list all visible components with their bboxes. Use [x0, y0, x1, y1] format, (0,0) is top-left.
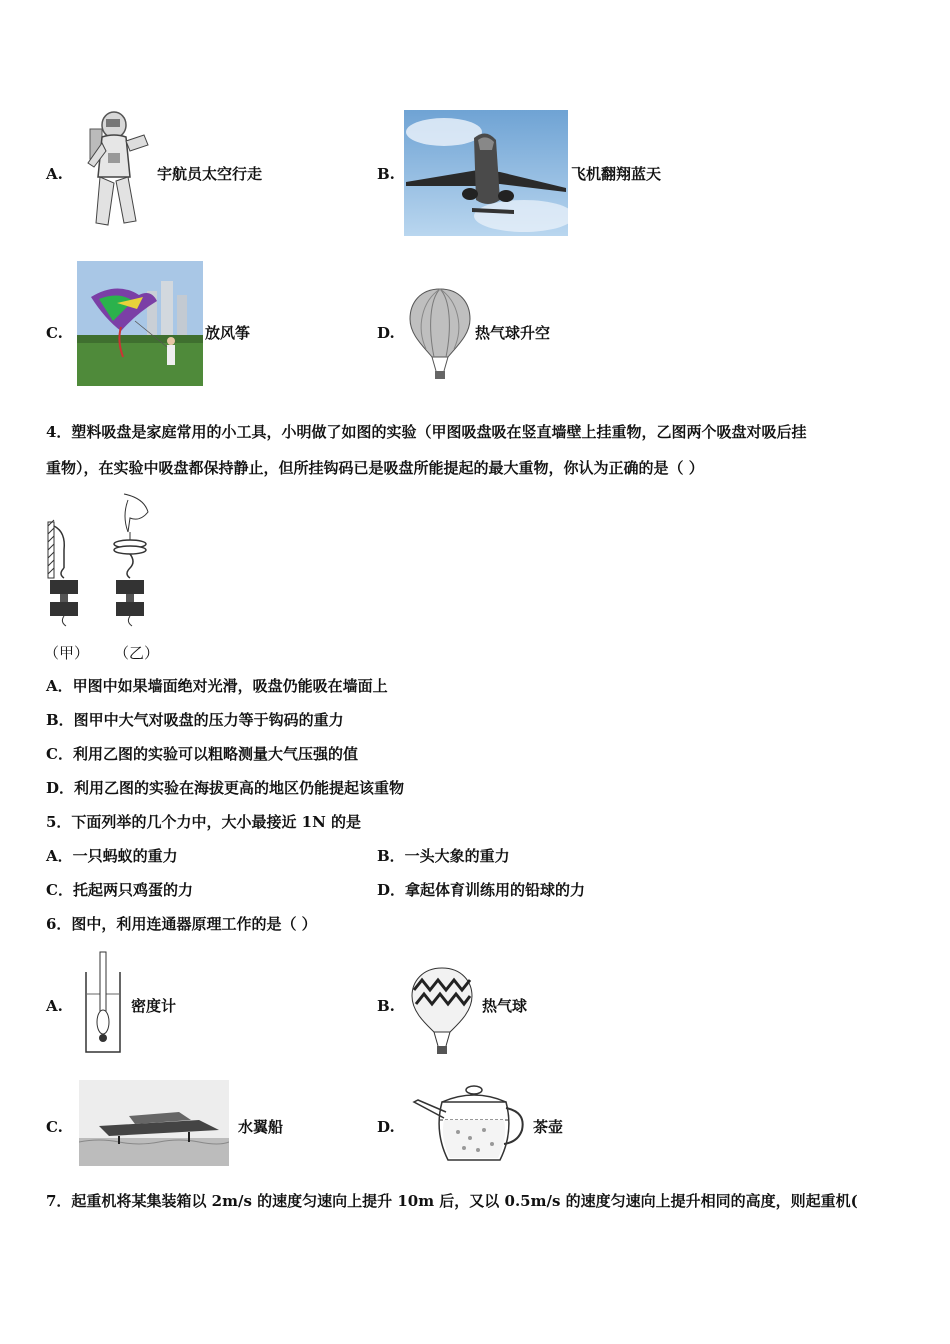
option-text: 茶壶	[533, 1118, 564, 1136]
option-text: 水翼船	[238, 1118, 284, 1136]
kite-image	[77, 261, 203, 386]
q4-option-c: C．利用乙图的实验可以粗略测量大气压强的值	[46, 745, 358, 763]
q5-stem: 5．下面列举的几个力中，大小最接近 1N 的是	[46, 813, 362, 831]
hydrometer-image	[82, 950, 124, 1056]
q5-option-c: C．托起两只鸡蛋的力	[46, 881, 193, 899]
option-letter: C.	[46, 1118, 63, 1136]
option-text: 宇航员太空行走	[157, 165, 263, 183]
option-letter: D.	[377, 1118, 395, 1136]
q4-stem-line2: 重物），在实验中吸盘都保持静止，但所挂钩码已是吸盘所能提起的最大重物，你认为正确的是（ ）	[46, 459, 704, 477]
hydrofoil-boat-image	[79, 1080, 229, 1166]
q5-option-a: A．一只蚂蚁的重力	[46, 847, 178, 865]
q5-option-b: B．一头大象的重力	[377, 847, 510, 865]
option-text: 热气球升空	[475, 324, 551, 342]
q6-stem: 6．图中，利用连通器原理工作的是（ ）	[46, 915, 317, 933]
q4-stem-line1: 4．塑料吸盘是家庭常用的小工具，小明做了如图的实验（甲图吸盘吸在竖直墙壁上挂重物，乙图两个吸盘对吸后挂	[46, 423, 807, 441]
hot-air-balloon-image	[410, 966, 474, 1056]
q4-option-a: A．甲图中如果墙面绝对光滑，吸盘仍能吸在墙面上	[46, 677, 388, 695]
option-letter: C.	[46, 324, 63, 342]
hot-air-balloon-image	[408, 287, 472, 381]
suction-cup-figure	[44, 492, 174, 632]
q4-option-d: D．利用乙图的实验在海拔更高的地区仍能提起该重物	[46, 779, 405, 797]
option-letter: B.	[377, 997, 395, 1015]
option-text: 热气球	[482, 997, 528, 1015]
teapot-image	[408, 1082, 528, 1166]
option-letter: D.	[377, 324, 395, 342]
q4-option-b: B．图甲中大气对吸盘的压力等于钩码的重力	[46, 711, 344, 729]
option-text: 密度计	[131, 997, 177, 1015]
option-letter: A.	[46, 165, 63, 183]
option-letter: A.	[46, 997, 63, 1015]
q5-option-d: D．拿起体育训练用的铅球的力	[377, 881, 586, 899]
figure-label-jia: （甲）	[44, 644, 90, 662]
figure-label-yi: （乙）	[114, 644, 160, 662]
q7-stem: 7．起重机将某集装箱以 2m/s 的速度匀速向上提升 10m 后，又以 0.5m/s 的速度匀速向上提升相同的高度，则起重机(	[46, 1192, 858, 1210]
option-text: 飞机翻翔蓝天	[571, 165, 662, 183]
airplane-image	[404, 110, 568, 236]
option-letter: B.	[377, 165, 395, 183]
option-text: 放风筝	[205, 324, 251, 342]
astronaut-image	[80, 105, 152, 233]
